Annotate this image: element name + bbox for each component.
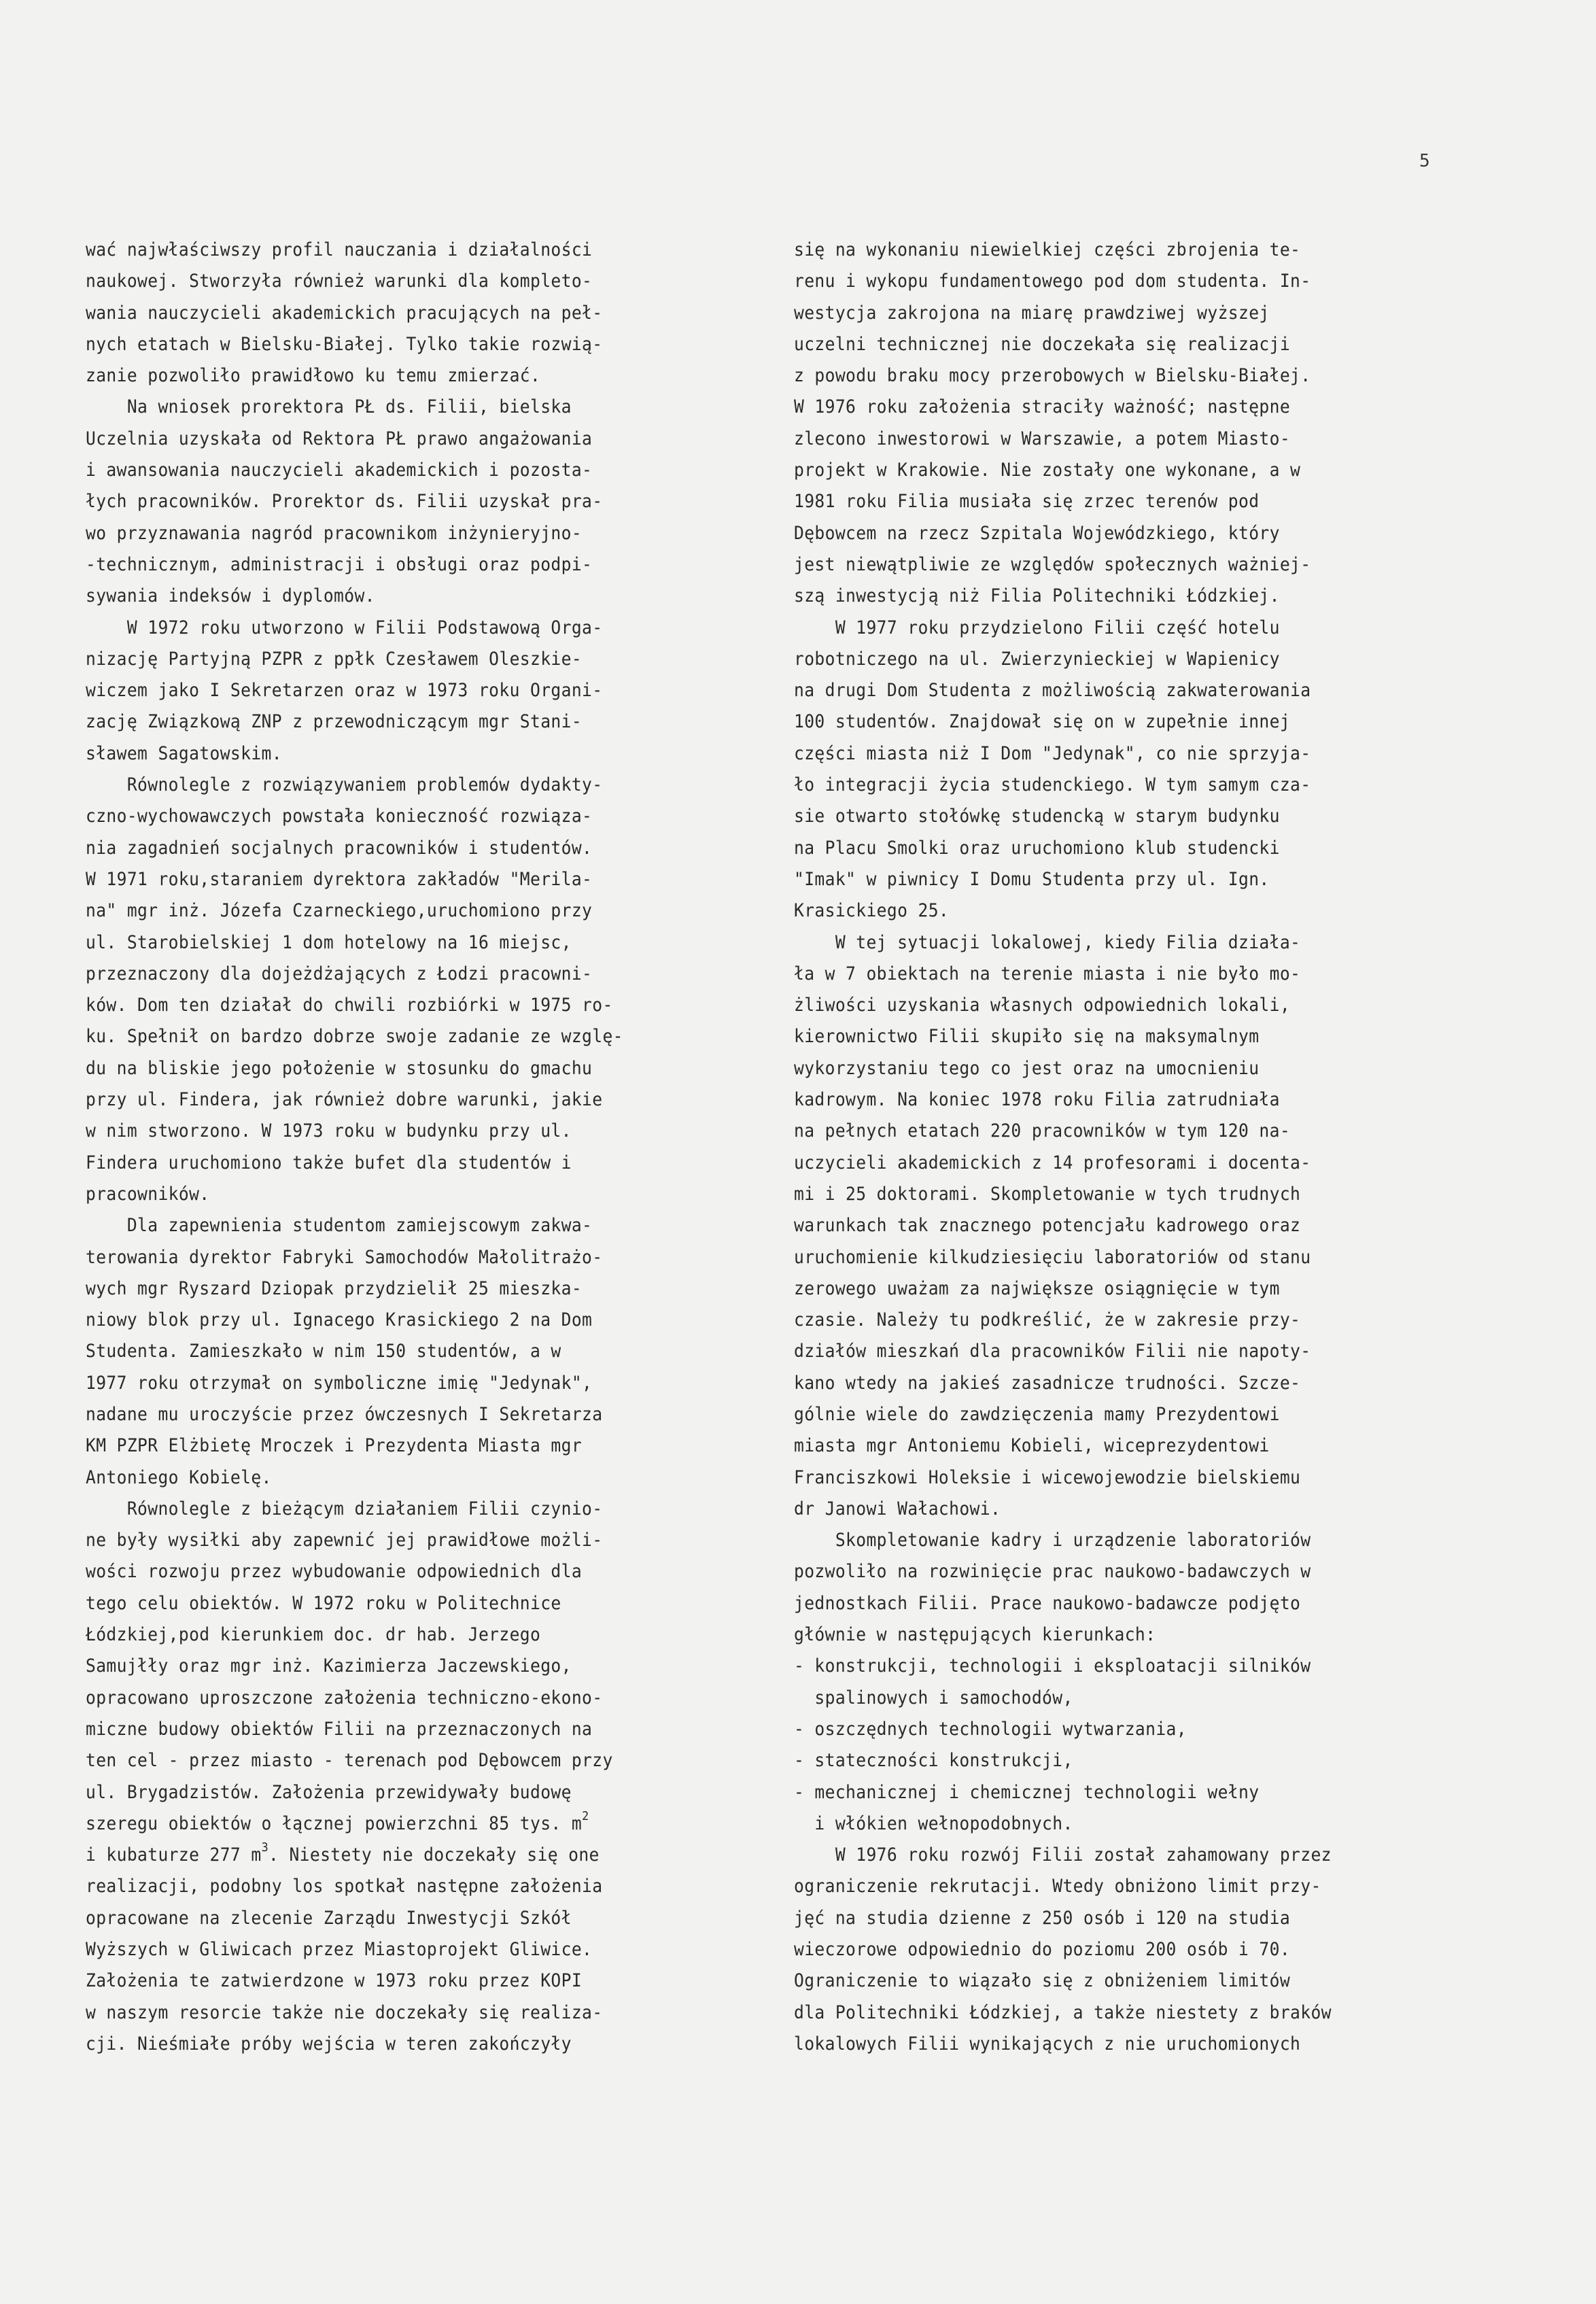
text-line — [794, 895, 1451, 927]
text-line — [86, 613, 724, 644]
line-text: Dębowcem na rzecz Szpitala Wojewódzkiego, który — [794, 522, 1280, 544]
text-line — [794, 1242, 1451, 1273]
line-text: Skompletowanie kadry i urządzenie laboratoriów — [794, 1530, 1311, 1551]
text-line — [794, 1808, 1451, 1840]
line-text: uczycieli akademickich z 14 profesorami i docenta- — [794, 1152, 1311, 1173]
line-text: uruchomienie kilkudziesięciu laboratoriów od stanu — [794, 1246, 1311, 1268]
text-line — [86, 959, 724, 990]
line-text: wieczorowe odpowiednio do poziomu 200 osób i 70. — [794, 1939, 1291, 1961]
text-line — [86, 360, 724, 392]
text-line — [86, 1430, 724, 1462]
line-text: opracowano uproszczone założenia techniczno-ekono- — [86, 1687, 603, 1708]
text-line — [86, 392, 724, 423]
text-line — [86, 1525, 724, 1556]
text-line — [86, 895, 724, 927]
line-text: żliwości uzyskania własnych odpowiednich lokali, — [794, 995, 1291, 1016]
text-line — [794, 1840, 1451, 1871]
line-text: przeznaczony dla dojeżdżających z Łodzi pracowni- — [86, 963, 593, 984]
text-line — [86, 1053, 724, 1084]
line-text: ograniczenie rekrutacji. Wtedy obniżono limit przy- — [794, 1876, 1321, 1897]
text-line — [86, 455, 724, 486]
line-text: Uczelnia uzyskała od Rektora PŁ prawo angażowania — [86, 428, 593, 449]
line-text: ne były wysiłki aby zapewnić jej prawidłowe możli- — [86, 1530, 603, 1551]
text-line — [86, 549, 724, 581]
text-line — [794, 990, 1451, 1021]
line-text: - stateczności konstrukcji, — [794, 1750, 1073, 1772]
line-text: i włókien wełnopodobnych. — [794, 1812, 1073, 1834]
line-text: w nim stworzono. W 1973 roku w budynku przy ul. — [86, 1120, 572, 1142]
text-line — [794, 1399, 1451, 1430]
text-line — [794, 1273, 1451, 1305]
text-line — [86, 1336, 724, 1367]
text-line — [794, 738, 1451, 770]
line-text: sie otwarto stołówkę studencką w starym budynku — [794, 806, 1280, 827]
text-line — [794, 1336, 1451, 1367]
line-text: wać najwłaściwszy profil nauczania i działalności — [86, 239, 593, 260]
line-text: jednostkach Filii. Prace naukowo-badawcze podjęto — [794, 1592, 1301, 1614]
line-text: KM PZPR Elżbietę Mroczek i Prezydenta Miasta mgr — [86, 1435, 583, 1457]
superscript-volume: 3 — [261, 1840, 269, 1855]
text-line — [86, 2029, 724, 2060]
line-text: się na wykonaniu niewielkiej części zbrojenia te- — [794, 239, 1301, 260]
text-line — [86, 424, 724, 455]
line-text: 1977 roku otrzymał on symboliczne imię "Jedynak", — [86, 1372, 593, 1394]
line-text: ul. Brygadzistów. Założenia przewidywały budowę — [86, 1781, 572, 1803]
text-line — [86, 298, 724, 329]
line-text: Łódzkiej,pod kierunkiem doc. dr hab. Jerzego — [86, 1624, 541, 1646]
line-text: pozwoliło na rozwinięcie prac naukowo-badawczych w — [794, 1561, 1311, 1583]
text-line — [86, 1619, 724, 1651]
line-text: ul. Starobielskiej 1 dom hotelowy na 16 miejsc, — [86, 931, 572, 953]
line-text: przy ul. Findera, jak również dobre warunki, jakie — [86, 1089, 603, 1111]
text-line — [794, 2029, 1451, 2060]
line-text: Założenia te zatwierdzone w 1973 roku przez KOPI — [86, 1970, 583, 1992]
text-line — [86, 644, 724, 675]
text-line — [86, 864, 724, 895]
line-text: - oszczędnych technologii wytwarzania, — [794, 1718, 1187, 1740]
line-text: na drugi Dom Studenta z możliwością zakwaterowania — [794, 680, 1311, 702]
line-text: zerowego uważam za największe osiągnięcie w tym — [794, 1277, 1280, 1299]
text-line — [794, 424, 1451, 455]
text-line — [794, 455, 1451, 486]
line-text: - mechanicznej i chemicznej technologii wełny — [794, 1781, 1260, 1803]
line-text: W 1977 roku przydzielono Filii część hotelu — [794, 617, 1280, 638]
text-line — [794, 927, 1451, 959]
line-text: nych etatach w Bielsku-Białej. Tylko takie rozwią- — [86, 333, 603, 355]
line-text: kadrowym. Na koniec 1978 roku Filia zatrudniała — [794, 1089, 1280, 1111]
text-line — [794, 959, 1451, 990]
text-line — [794, 549, 1451, 581]
text-line — [86, 1934, 724, 1965]
text-line — [794, 1965, 1451, 1997]
text-line — [794, 1525, 1451, 1556]
line-text: Antoniego Kobielę. — [86, 1466, 272, 1488]
text-line — [794, 644, 1451, 675]
line-text: W 1976 roku rozwój Filii został zahamowany przez — [794, 1844, 1332, 1866]
text-line — [86, 1305, 724, 1336]
text-line — [86, 235, 724, 266]
text-line — [86, 738, 724, 770]
text-line — [86, 770, 724, 801]
line-text: dla Politechniki Łódzkiej, a także niestety z braków — [794, 2001, 1332, 2023]
text-line — [794, 1903, 1451, 1934]
line-text: czno-wychowawczych powstała konieczność rozwiąza- — [86, 806, 593, 827]
line-text: W 1976 roku założenia straciły ważność; następne — [794, 396, 1291, 418]
text-line — [794, 235, 1451, 266]
text-line — [86, 1556, 724, 1587]
line-text: uczelni technicznej nie doczekała się realizacji — [794, 333, 1291, 355]
line-text: - konstrukcji, technologii i eksploatacji silników — [794, 1655, 1311, 1677]
text-line — [794, 1494, 1451, 1525]
line-text: Franciszkowi Holeksie i wicewojewodzie bielskiemu — [794, 1466, 1301, 1488]
left-column — [86, 235, 772, 2060]
line-text: pracowników. — [86, 1183, 210, 1205]
line-text: jest niewątpliwie ze względów społecznych ważniej- — [794, 553, 1311, 575]
line-text: terowania dyrektor Fabryki Samochodów Małolitrażo- — [86, 1246, 603, 1268]
line-text: i kubaturze 277 m — [86, 1844, 262, 1866]
text-line — [86, 1997, 724, 2029]
text-line — [794, 1714, 1451, 1745]
line-text: miasta mgr Antoniemu Kobieli, wiceprezydentowi — [794, 1435, 1270, 1457]
text-line — [86, 518, 724, 549]
line-text: Findera uruchomiono także bufet dla studentów i — [86, 1152, 572, 1173]
text-line — [794, 1556, 1451, 1587]
text-line — [86, 1273, 724, 1305]
text-line — [794, 298, 1451, 329]
line-text: kano wtedy na jakieś zasadnicze trudności. Szcze- — [794, 1372, 1301, 1394]
line-text: z powodu braku mocy przerobowych w Bielsku-Białej. — [794, 365, 1311, 387]
text-line — [794, 1430, 1451, 1462]
text-line — [794, 1462, 1451, 1494]
line-text: nizację Partyjną PZPR z ppłk Czesławem Oleszkie- — [86, 648, 583, 670]
text-line — [794, 1148, 1451, 1179]
line-text: wiczem jako I Sekretarzen oraz w 1973 roku Organi- — [86, 680, 603, 702]
line-text: Studenta. Zamieszkało w nim 150 studentów, a w — [86, 1341, 561, 1362]
text-line — [86, 581, 724, 612]
line-text: na Placu Smolki oraz uruchomiono klub studencki — [794, 837, 1280, 859]
line-text: Równolegle z rozwiązywaniem problemów dydakty- — [86, 774, 603, 796]
text-line — [794, 581, 1451, 612]
text-line — [794, 266, 1451, 297]
line-text: szą inwestycją niż Filia Politechniki Łódzkiej. — [794, 585, 1280, 607]
line-text: opracowane na zlecenie Zarządu Inwestycji Szkół — [86, 1907, 572, 1929]
text-line — [794, 1745, 1451, 1776]
text-line — [794, 1368, 1451, 1399]
line-text: Dla zapewnienia studentom zamiejscowym zakwa- — [86, 1215, 593, 1237]
line-text: Krasickiego 25. — [794, 900, 950, 922]
text-line — [794, 329, 1451, 360]
line-text: ło integracji życia studenckiego. W tym samym cza- — [794, 774, 1311, 796]
text-line — [794, 1997, 1451, 2029]
text-line — [794, 1651, 1451, 1682]
line-text: części miasta niż I Dom "Jedynak", co nie sprzyja- — [794, 742, 1311, 764]
line-text: na" mgr inż. Józefa Czarneckiego,uruchomiono przy — [86, 900, 593, 922]
text-line — [794, 360, 1451, 392]
line-text: zację Związkową ZNP z przewodniczącym mgr Stani- — [86, 711, 583, 733]
text-line — [86, 1368, 724, 1399]
line-text: ła w 7 obiektach na terenie miasta i nie było mo- — [794, 963, 1301, 984]
line-text: wych mgr Ryszard Dziopak przydzielił 25 mieszka- — [86, 1277, 583, 1299]
line-text: robotniczego na ul. Zwierzynieckiej w Wapienicy — [794, 648, 1280, 670]
line-text: Na wniosek prorektora PŁ ds. Filii, bielska — [86, 396, 572, 418]
text-line — [86, 486, 724, 517]
text-line — [86, 1242, 724, 1273]
line-text: W 1972 roku utworzono w Filii Podstawową Orga- — [86, 617, 603, 638]
line-text: spalinowych i samochodów, — [794, 1687, 1073, 1708]
text-line — [794, 392, 1451, 423]
line-text: niowy blok przy ul. Ignacego Krasickiego 2 na Dom — [86, 1309, 593, 1331]
line-text: Równolegle z bieżącym działaniem Filii czynio- — [86, 1498, 603, 1519]
text-line — [794, 1053, 1451, 1084]
line-text: warunkach tak znacznego potencjału kadrowego oraz — [794, 1215, 1301, 1237]
text-line — [794, 1179, 1451, 1210]
text-line — [794, 1683, 1451, 1714]
line-text: 1981 roku Filia musiała się zrzec terenów pod — [794, 491, 1260, 513]
text-line — [86, 1777, 724, 1808]
line-text: cji. Nieśmiałe próby wejścia w teren zakończyły — [86, 2033, 572, 2054]
text-line — [794, 1619, 1451, 1651]
text-line — [86, 927, 724, 959]
line-text: w naszym resorcie także nie doczekały się realiza- — [86, 2001, 603, 2023]
text-line — [86, 1714, 724, 1745]
line-text: lokalowych Filii wynikających z nie uruchomionych — [794, 2033, 1301, 2054]
text-line — [86, 1840, 724, 1871]
text-line — [86, 1179, 724, 1210]
page-number: 5 — [1419, 151, 1430, 171]
line-text: W 1971 roku,staraniem dyrektora zakładów "Merila- — [86, 868, 593, 890]
line-text: realizacji, podobny los spotkał następne założenia — [86, 1876, 603, 1897]
text-line — [794, 1021, 1451, 1052]
text-line — [86, 1148, 724, 1179]
text-line — [794, 486, 1451, 517]
line-text: mi i 25 doktorami. Skompletowanie w tych trudnych — [794, 1183, 1301, 1205]
text-line — [86, 833, 724, 864]
line-text: dr Janowi Wałachowi. — [794, 1498, 1001, 1519]
line-text-continued: . Niestety nie doczekały się one — [268, 1844, 600, 1866]
text-line — [794, 1116, 1451, 1147]
right-column — [794, 235, 1501, 2060]
text-line — [794, 1871, 1451, 1902]
line-text: "Imak" w piwnicy I Domu Studenta przy ul. Ign. — [794, 868, 1270, 890]
line-text: tego celu obiektów. W 1972 roku w Politechnice — [86, 1592, 561, 1614]
text-line — [86, 1494, 724, 1525]
superscript-area: 2 — [582, 1808, 589, 1823]
text-line — [86, 1903, 724, 1934]
line-text: jęć na studia dzienne z 250 osób i 120 na studia — [794, 1907, 1291, 1929]
text-line — [86, 1683, 724, 1714]
text-line — [86, 801, 724, 832]
line-text: W tej sytuacji lokalowej, kiedy Filia działa- — [794, 931, 1301, 953]
text-line — [794, 706, 1451, 738]
text-line — [86, 1210, 724, 1241]
text-line — [86, 329, 724, 360]
line-text: nia zagadnień socjalnych pracowników i studentów. — [86, 837, 593, 859]
text-line — [86, 1808, 724, 1840]
text-line — [794, 770, 1451, 801]
text-line — [794, 675, 1451, 706]
text-line — [794, 864, 1451, 895]
text-line — [86, 1399, 724, 1430]
text-line — [86, 1588, 724, 1619]
line-text: ku. Spełnił on bardzo dobrze swoje zadanie ze wzglę- — [86, 1026, 623, 1048]
text-line — [86, 1965, 724, 1997]
line-text: kierownictwo Filii skupiło się na maksymalnym — [794, 1026, 1260, 1048]
line-text: Samujłły oraz mgr inż. Kazimierza Jaczewskiego, — [86, 1655, 572, 1677]
line-text: wości rozwoju przez wybudowanie odpowiednich dla — [86, 1561, 583, 1583]
line-text: 100 studentów. Znajdował się on w zupełnie innej — [794, 711, 1291, 733]
text-line — [86, 1084, 724, 1116]
text-line — [86, 1021, 724, 1052]
text-line — [86, 675, 724, 706]
text-line — [86, 1462, 724, 1494]
text-line — [794, 1934, 1451, 1965]
line-text: szeregu obiektów o łącznej powierzchni 85 tys. m — [86, 1812, 583, 1834]
line-text: ków. Dom ten działał do chwili rozbiórki w 1975 ro- — [86, 995, 613, 1016]
line-text: nadane mu uroczyście przez ówczesnych I Sekretarza — [86, 1403, 603, 1425]
text-line — [86, 266, 724, 297]
text-line — [86, 706, 724, 738]
line-text: miczne budowy obiektów Filii na przeznaczonych na — [86, 1718, 593, 1740]
line-text: łych pracowników. Prorektor ds. Filii uzyskał pra- — [86, 491, 603, 513]
text-line — [794, 1210, 1451, 1241]
line-text: zanie pozwoliło prawidłowo ku temu zmierzać. — [86, 365, 541, 387]
line-text: sławem Sagatowskim. — [86, 742, 282, 764]
line-text: głównie w następujących kierunkach: — [794, 1624, 1156, 1646]
line-text: zlecono inwestorowi w Warszawie, a potem Miasto- — [794, 428, 1291, 449]
line-text: wania nauczycieli akademickich pracujących na peł- — [86, 302, 603, 324]
line-text: czasie. Należy tu podkreślić, że w zakresie przy- — [794, 1309, 1301, 1331]
line-text: westycja zakrojona na miarę prawdziwej wyższej — [794, 302, 1270, 324]
line-text: Ograniczenie to wiązało się z obniżeniem limitów — [794, 1970, 1291, 1992]
line-text: gólnie wiele do zawdzięczenia mamy Prezydentowi — [794, 1403, 1280, 1425]
text-line — [794, 1305, 1451, 1336]
line-text: Wyższych w Gliwicach przez Miastoprojekt Gliwice. — [86, 1939, 593, 1961]
line-text: wo przyznawania nagród pracownikom inżynieryjno- — [86, 522, 583, 544]
text-line — [794, 613, 1451, 644]
line-text: na pełnych etatach 220 pracowników w tym 120 na- — [794, 1120, 1291, 1142]
text-line — [86, 1651, 724, 1682]
line-text: działów mieszkań dla pracowników Filii nie napoty- — [794, 1341, 1311, 1362]
line-text: projekt w Krakowie. Nie zostały one wykonane, a w — [794, 460, 1301, 481]
text-line — [86, 1871, 724, 1902]
text-line — [794, 518, 1451, 549]
text-line — [86, 990, 724, 1021]
text-line — [794, 833, 1451, 864]
text-line — [86, 1116, 724, 1147]
line-text: ten cel - przez miasto - terenach pod Dębowcem przy — [86, 1750, 613, 1772]
text-line — [794, 801, 1451, 832]
line-text: du na bliskie jego położenie w stosunku do gmachu — [86, 1057, 593, 1079]
line-text: renu i wykopu fundamentowego pod dom studenta. In- — [794, 271, 1311, 292]
line-text: wykorzystaniu tego co jest oraz na umocnieniu — [794, 1057, 1260, 1079]
line-text: sywania indeksów i dyplomów. — [86, 585, 375, 607]
text-line — [794, 1588, 1451, 1619]
text-line — [86, 1745, 724, 1776]
text-line — [794, 1084, 1451, 1116]
line-text: -technicznym, administracji i obsługi oraz podpi- — [86, 553, 593, 575]
line-text: i awansowania nauczycieli akademickich i pozosta- — [86, 460, 593, 481]
line-text: naukowej. Stworzyła również warunki dla kompleto- — [86, 271, 593, 292]
text-line — [794, 1777, 1451, 1808]
